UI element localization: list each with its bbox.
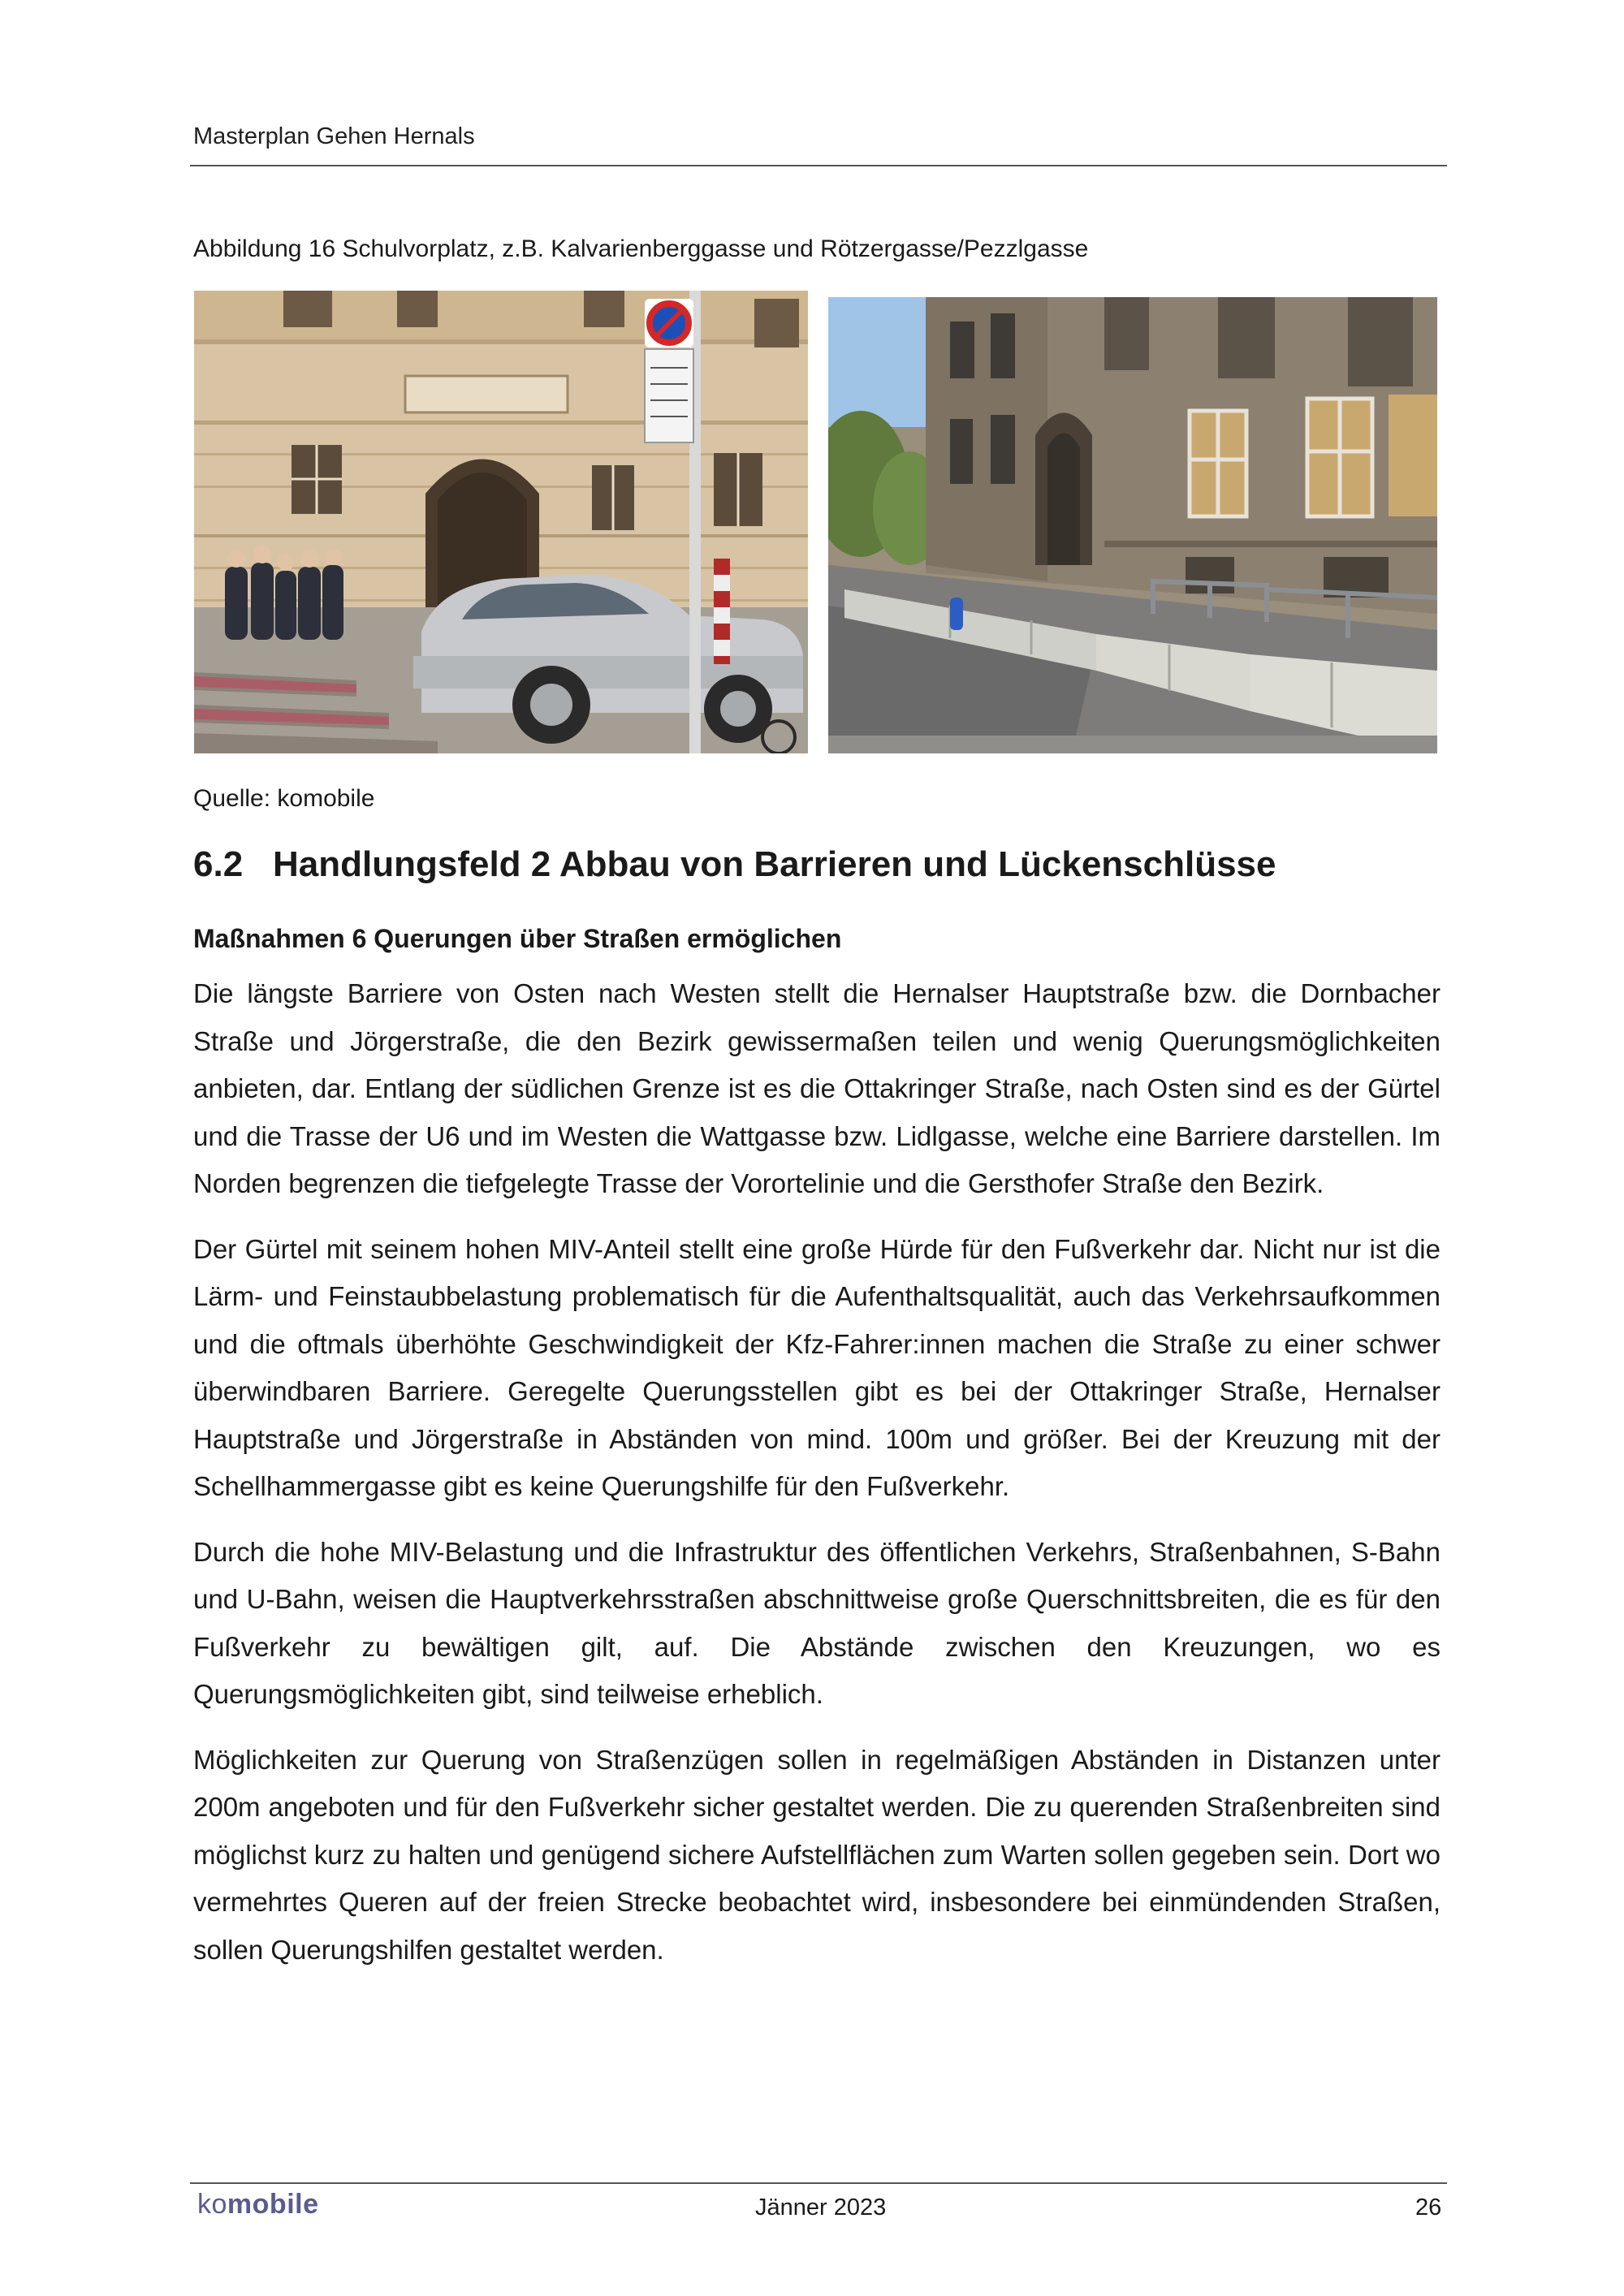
footer-date: Jänner 2023: [755, 2195, 887, 2220]
section-heading: [193, 844, 1276, 885]
paragraph: Möglichkeiten zur Querung von Straßenzügen sollen in regelmäßigen Abständen in Distanzen unter 200m angeboten und für den Fußverkehr sicher gestaltet werden. Die zu querenden Straßenbreiten sind möglichst kurz zu halten und genügend sichere Aufstellflächen zum Warten sollen gegeben sein. Dort wo vermehrtes Queren auf der freien Strecke beobachtet wird, insbesondere bei einmündenden Straßen, sollen Querungshilfen gestaltet werden.: [193, 1744, 1440, 1965]
footer-rule: [190, 2182, 1447, 2184]
page-number: 26: [1415, 2195, 1442, 2220]
header-rule: [190, 165, 1447, 166]
photo-school-forecourt-left: [194, 291, 808, 753]
running-header: Masterplan Gehen Hernals: [193, 123, 475, 149]
logo-prefix: ko: [197, 2189, 227, 2220]
figure-caption: Abbildung 16 Schulvorplatz, z.B. Kalvarienberggasse und Rötzergasse/Pezzlgasse: [193, 235, 1089, 262]
paragraph: Durch die hohe MIV-Belastung und die Infrastruktur des öffentlichen Verkehrs, Straßenbahnen, S-Bahn und U-Bahn, weisen die Hauptverkehrsstraßen abschnittweise große Querschnittsbreiten, die es für den Fußverkehr zu bewältigen gilt, auf. Die Abstände zwischen den Kreuzungen, wo es Querungsmöglichkeiten gibt, sind teilweise erheblich.: [193, 1536, 1440, 1709]
body-text: [193, 970, 1440, 1992]
logo-suffix: mobile: [227, 2189, 319, 2220]
paragraph: Die längste Barriere von Osten nach Westen stellt die Hernalser Hauptstraße bzw. die Dornbacher Straße und Jörgerstraße, die den Bezirk gewissermaßen teilen und wenig Querungsmöglichkeiten anbieten, dar. Entlang der südlichen Grenze ist es die Ottakringer Straße, nach Osten sind es der Gürtel und die Trasse der U6 und im Westen die Wattgasse bzw. Lidlgasse, welche eine Barriere darstellen. Im Norden begrenzen die tiefgelegte Trasse der Vorortelinie und die Gersthofer Straße den Bezirk.: [193, 978, 1440, 1198]
komobile-logo: [197, 2189, 319, 2220]
paragraph: Der Gürtel mit seinem hohen MIV-Anteil stellt eine große Hürde für den Fußverkehr dar. Nicht nur ist die Lärm- und Feinstaubbelastung problematisch für die Aufenthaltsqualität, auch das Verkehrsaufkommen und die oftmals überhöhte Geschwindigkeit der Kfz-Fahrer:innen machen die Straße zu einer schwer überwindbaren Barriere. Geregelte Querungsstellen gibt es bei der Ottakringer Straße, Hernalser Hauptstraße und Jörgerstraße in Abständen von mind. 100m und größer. Bei der Kreuzung mit der Schellhammergasse gibt es keine Querungshilfe für den Fußverkehr.: [193, 1233, 1440, 1501]
photo-school-forecourt-right: [828, 297, 1437, 753]
figure-source: Quelle: komobile: [193, 785, 375, 812]
measure-subheading: Maßnahmen 6 Querungen über Straßen ermöglichen: [193, 924, 842, 953]
section-title: Handlungsfeld 2 Abbau von Barrieren und Lückenschlüsse: [273, 844, 1276, 884]
section-number: 6.2: [193, 844, 244, 884]
